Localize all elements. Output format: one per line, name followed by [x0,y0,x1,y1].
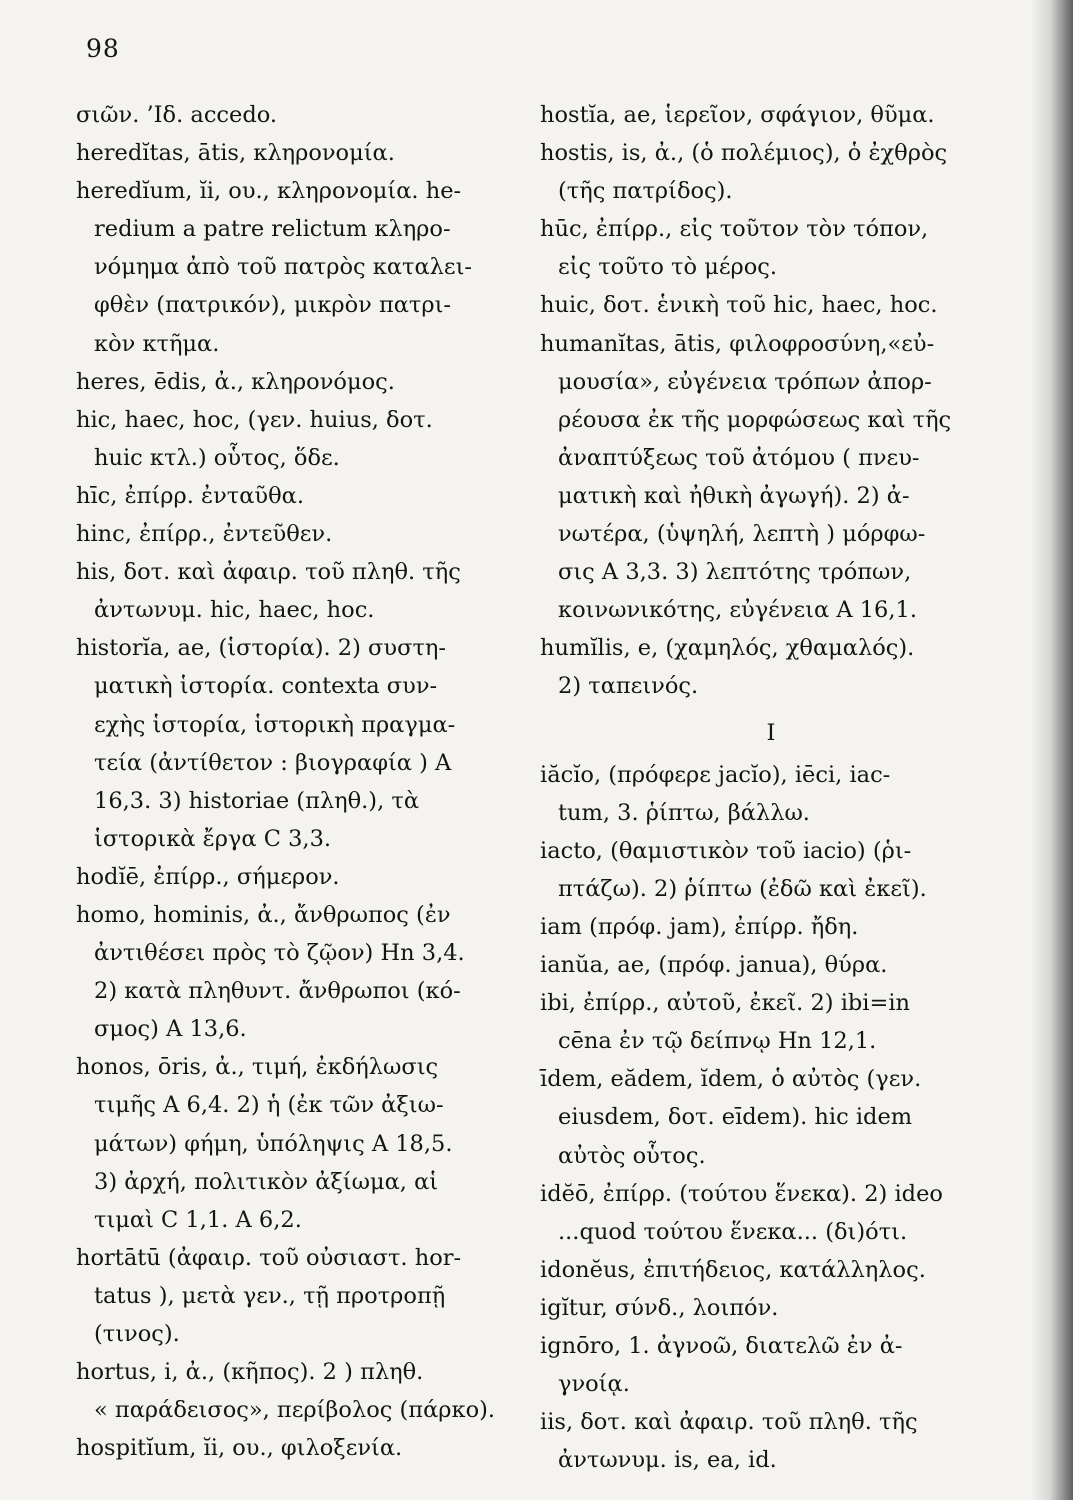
left-entry-line: τιμαὶ C 1,1. A 6,2. [94,1206,302,1233]
right-entry-line: hostĭa, ae, ἱερεῖον, σφάγιον, θῦμα. [540,102,935,128]
right-entry-line: tum, 3. ῥίπτω, βάλλω. [558,799,810,826]
right-entry-line: eiusdem, δοτ. eīdem). hic idem [558,1104,913,1131]
right-entry-line: ρέουσα ἐκ τῆς μορφώσεως καὶ τῆς [558,406,952,433]
left-entry-line: homo, hominis, ἀ., ἄνθρωπος (ἐν [76,901,451,928]
page-number: 98 [86,34,120,63]
left-entry-line: ἱστορικὰ ἔργα C 3,3. [94,825,332,852]
left-entry-line: φθὲν (πατρικόν), μικρὸν πατρι- [94,292,452,319]
left-entry-line: redium a patre relictum κληρο- [94,216,451,243]
left-entry-line: (τινος). [94,1321,180,1347]
right-entry-line: πτάζω). 2) ῥίπτω (ἐδῶ καὶ ἐκεῖ). [558,875,927,902]
left-entry-line: ἀντιθέσει πρὸς τὸ ζῷον) Hn 3,4. [94,940,465,967]
left-entry-line: « παράδεισος», περίβολος (πάρκο). [94,1397,496,1424]
right-entry-line: ianŭa, ae, (πρόφ. janua), θύρα. [540,952,888,979]
left-entry-line: hortātū (ἀφαιρ. τοῦ οὐσιαστ. hor- [76,1244,462,1271]
section-heading: I [766,719,776,746]
left-entry-line: μάτων) φήμη, ὑπόληψις A 18,5. [94,1130,453,1157]
left-entry-line: heres, ēdis, ἀ., κληρονόμος. [76,368,395,395]
right-entry-line: igĭtur, σύνδ., λοιπόν. [540,1294,779,1321]
left-entry-line: hospitĭum, ĭi, ου., φιλοξενία. [76,1435,403,1462]
left-column [76,96,516,1467]
left-entry-line: hortus, i, ἀ., (κῆπος). 2 ) πληθ. [76,1359,424,1386]
left-entry-line: τεία (ἀντίθετον : βιογραφία ) A [94,749,452,776]
right-entry-line: γνοίᾳ. [558,1371,630,1398]
left-entry-line: κὸν κτῆμα. [94,330,220,357]
left-entry-line: ματικὴ ἱστορία. contexta συν- [94,673,438,700]
right-entry-line: νωτέρα, (ὑψηλή, λεπτὴ ) μόρφω- [558,521,926,548]
left-entry-line: hinc, ἐπίρρ., ἐντεῦθεν. [76,521,333,548]
left-entry-line: hic, haec, hoc, (γεν. huius, δοτ. [76,406,433,433]
right-entry-line: humĭlis, e, (χαμηλός, χθαμαλός). [540,635,915,662]
left-entry-line: τιμῆς A 6,4. 2) ἡ (ἐκ τῶν ἀξιω- [94,1092,444,1119]
left-entry-line: 2) κατὰ πληθυντ. ἄνθρωποι (κό- [94,978,461,1005]
right-entry-line: humanĭtas, ātis, φιλοφροσύνη,«εὐ- [540,330,935,357]
right-entry-line: ἀναπτύξεως τοῦ ἀτόμου ( πνευ- [558,444,920,471]
right-entry-line: εἰς τοῦτο τὸ μέρος. [558,254,778,281]
left-entry-line: hodĭē, ἐπίρρ., σήμερον. [76,863,340,890]
right-entry-line: hūc, ἐπίρρ., εἰς τοῦτον τὸν τόπον, [540,216,929,243]
right-entry-line: σις A 3,3. 3) λεπτότης τρόπων, [558,559,912,586]
left-entry-line: νόμημα ἀπὸ τοῦ πατρὸς καταλει- [94,254,472,281]
right-entry-line: idonĕus, ἐπιτήδειος, κατάλληλος. [540,1256,926,1283]
left-entry-line: hīc, ἐπίρρ. ἐνταῦθα. [76,482,304,509]
right-entry-line: ignōro, 1. ἀγνοῶ, διατελῶ ἐν ἀ- [540,1333,903,1359]
left-entry-line: ἀντωνυμ. hic, haec, hoc. [94,597,375,624]
right-entry-line: iăcĭo, (πρόφερε jacĭo), iēci, iac- [540,761,891,788]
left-entry-line: huic κτλ.) οὗτος, ὅδε. [94,444,340,471]
right-entry-line: cēna ἐν τῷ δείπνῳ Hn 12,1. [558,1028,877,1055]
right-entry-line: ...quod τούτου ἕνεκα... (δι)ότι. [558,1218,908,1245]
left-entry-line: his, δοτ. καὶ ἀφαιρ. τοῦ πληθ. τῆς [76,559,461,586]
left-entry-line: tatus ), μετὰ γεν., τῇ προτροπῇ [94,1282,446,1309]
left-entry-line: honos, ōris, ἀ., τιμή, ἐκδήλωσις [76,1054,439,1081]
right-entry-line: μουσία», εὐγένεια τρόπων ἀπορ- [558,368,932,395]
right-entry-line: hostis, is, ἀ., (ὁ πολέμιος), ὁ ἐχθρὸς [540,140,948,167]
left-entry-line: historĭa, ae, (ἱστορία). 2) συστη- [76,635,446,662]
right-entry-line: iis, δοτ. καὶ ἀφαιρ. τοῦ πληθ. τῆς [540,1409,918,1436]
right-entry-line: κοινωνικότης, εὐγένεια A 16,1. [558,597,917,624]
left-entry-line: σιῶν. ’Ιδ. accedo. [76,102,278,128]
right-column [540,96,992,1479]
right-entry-line: iam (πρόφ. jam), ἐπίρρ. ἤδη. [540,913,859,940]
left-entry-line: heredĭum, ĭi, ου., κληρονομία. he- [76,178,462,205]
left-entry-line: σμος) A 13,6. [94,1016,247,1043]
right-entry-line: ibi, ἐπίρρ., αὐτοῦ, ἐκεῖ. 2) ibi=in [540,990,911,1017]
right-entry-line: īdem, eădem, ĭdem, ὁ αὐτὸς (γεν. [540,1066,922,1093]
right-entry-line: (τῆς πατρίδος). [558,178,733,205]
right-entry-line: ματικὴ καὶ ἠθικὴ ἀγωγή). 2) ἀ- [558,482,910,509]
right-entry-line: huic, δοτ. ἑνικὴ τοῦ hic, haec, hoc. [540,292,938,319]
right-entry-line: 2) ταπεινός. [558,673,699,700]
right-entry-line: iacto, (θαμιστικὸν τοῦ iacio) (ῥι- [540,837,912,864]
left-entry-line: heredĭtas, ātis, κληρονομία. [76,140,395,167]
right-entry-line: ἀντωνυμ. is, ea, id. [558,1447,777,1474]
left-entry-line: εχὴς ἱστορία, ἱστορικὴ πραγμα- [94,711,456,738]
right-entry-line: idĕō, ἐπίρρ. (τούτου ἕνεκα). 2) ideo [540,1180,943,1207]
page-edge-shadow [1031,0,1073,1500]
left-entry-line: 3) ἀρχή, πολιτικὸν ἀξίωμα, αἱ [94,1168,439,1195]
left-entry-line: 16,3. 3) historiae (πληθ.), τὰ [94,787,420,814]
right-entry-line: αὐτὸς οὗτος. [558,1142,706,1169]
